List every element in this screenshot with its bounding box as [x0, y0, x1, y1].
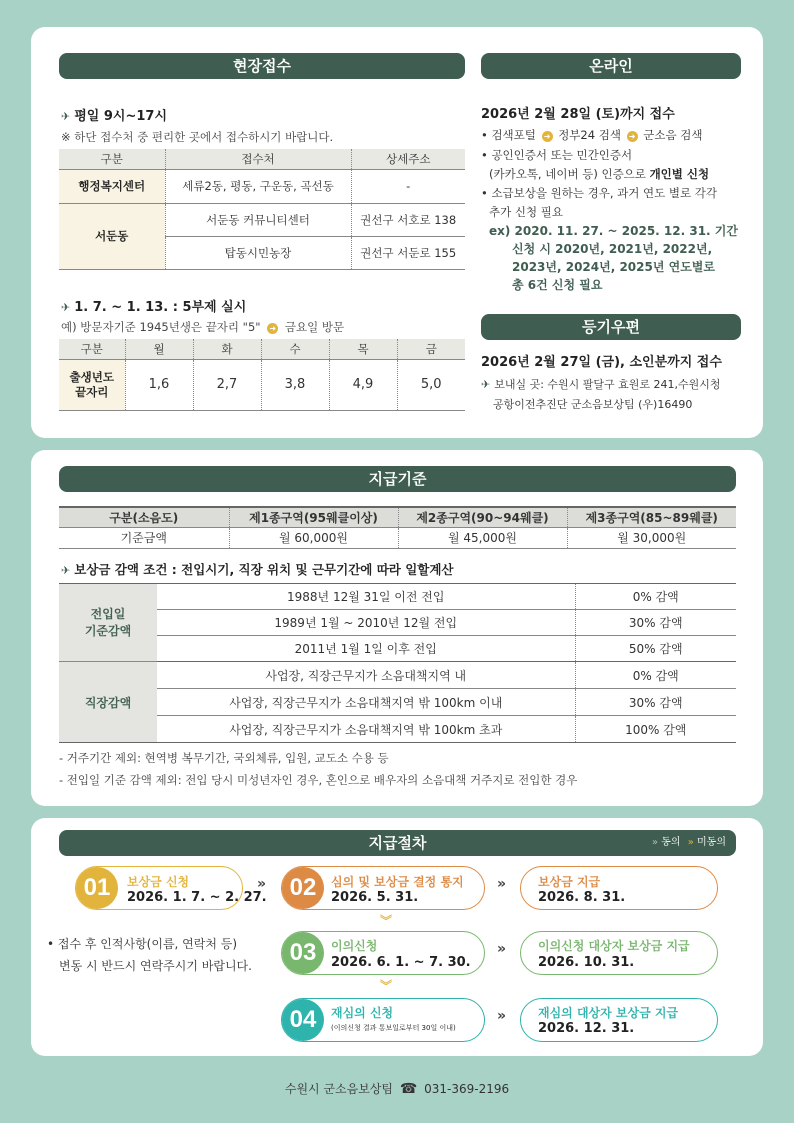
col-header: 금 [397, 339, 465, 359]
fiveday-note-b: 금요일 방문 [284, 320, 345, 334]
step-2r-date [538, 890, 625, 905]
mail-deadline: 2026년 2월 27일 (금), 소인분까지 접수 [481, 355, 722, 370]
step-4r-date-text: 2026. 12. 31. [538, 1021, 635, 1036]
b2c: 개인별 신청 [649, 167, 710, 181]
rate-cell: 30% 감액 [575, 610, 736, 636]
col-header: 접수처 [165, 149, 351, 169]
step-4-title: 재심의 신청 [331, 1006, 394, 1020]
procedure-header-text: 지급절차 [368, 834, 427, 852]
row-type: 행정복지센터 [59, 169, 165, 203]
reduce-title-text: 보상금 감액 조건 : 전입시기, 직장 위치 및 근무기간에 따라 일할계산 [74, 562, 454, 577]
cond-cell: 1988년 12월 31일 이전 전입 [157, 584, 575, 610]
col-header: 화 [193, 339, 261, 359]
step-2r-date-text: 2026. 8. 31. [538, 890, 626, 905]
cond-cell: 사업장, 직장근무지가 소음대책지역 밖 100km 이내 [157, 689, 575, 716]
b3a: 소급보상을 원하는 경우, 과거 연도 별로 각각 [491, 186, 718, 200]
row-type: 서둔동 [59, 203, 165, 269]
chevron-down-icon: ︾ [380, 979, 393, 993]
mail-addr-1-text: 보내실 곳: 수원시 팔달구 효원로 241,수원시청 [494, 378, 721, 391]
step-1-title: 보상금 신청 [127, 875, 190, 889]
procedure-legend [652, 830, 726, 856]
step-3r-date [538, 955, 634, 970]
base-label: 기준금액 [59, 527, 229, 548]
chevron-right-icon: » [497, 876, 507, 892]
cond-cell: 사업장, 직장근무지가 소음대책지역 내 [157, 662, 575, 689]
rate-cell: 0% 감액 [575, 584, 736, 610]
online-bullet-3b: 추가 신청 필요 [489, 205, 563, 219]
reduce-title [61, 560, 454, 578]
chevron-down-icon: ︾ [380, 914, 393, 928]
online-ex-3: 2023년, 2024년, 2025년 연도별로 [512, 260, 715, 274]
row-label: 출생년도 끝자리 [59, 359, 125, 410]
chevron-gray-icon: » [651, 837, 658, 848]
chevron-right-icon: » [257, 876, 267, 892]
step-2-title: 심의 및 보상금 결정 통지 [331, 875, 464, 889]
b2b: (카카오톡, 네이버 등) 인증으로 [489, 167, 650, 181]
plane-icon: ✈ [61, 564, 71, 577]
fiveday-title [61, 296, 246, 315]
onsite-note: ※ 하단 접수처 중 편리한 곳에서 접수하시기 바랍니다. [61, 130, 334, 144]
col-header: 구분 [59, 149, 165, 169]
col-header: 구분(소음도) [59, 507, 229, 527]
base-amount: 월 45,000원 [398, 527, 567, 548]
onsite-table [59, 149, 465, 270]
col-header: 목 [329, 339, 397, 359]
b1c: 군소음 검색 [643, 128, 703, 142]
online-deadline: 2026년 2월 28일 (토)까지 접수 [481, 107, 675, 122]
onsite-hours [61, 105, 167, 124]
step-3-date [331, 955, 471, 970]
row-addr: 권선구 서호로 138 [351, 203, 465, 236]
plane-icon: ✈ [61, 110, 71, 123]
rate-cell: 50% 감액 [575, 636, 736, 662]
footer-team: 수원시 군소음보상팀 [284, 1082, 394, 1096]
procedure-note-1: • 접수 후 인적사항(이름, 연락처 등) [47, 937, 238, 951]
online-bullet-3a: • 소급보상을 원하는 경우, 과거 연도 별로 각각 [481, 186, 718, 200]
base-amount: 월 60,000원 [229, 527, 398, 548]
step-1-num: 01 [76, 867, 118, 909]
step-3-date-text: 2026. 6. 1. ~ 7. 30. [331, 955, 471, 970]
arrow-circle-icon: ➜ [267, 323, 278, 334]
procedure-header [59, 830, 736, 856]
onsite-header: 현장접수 [59, 53, 465, 79]
row-place: 세류2동, 평동, 구운동, 곡선동 [165, 169, 351, 203]
online-bullet-1: • 검색포털 ➜ 정부24 검색 ➜ 군소음 검색 [481, 128, 703, 142]
fiveday-note-a: 예) 방문자기준 1945년생은 끝자리 "5" [61, 320, 261, 334]
step-3-num: 03 [282, 932, 324, 974]
digit-cell: 4,9 [329, 359, 397, 410]
step-4-sub: (이의신청 결과 통보일로부터 30일 이내) [331, 1024, 456, 1032]
digit-cell: 1,6 [125, 359, 193, 410]
group-label: 전입일 기준감액 [59, 584, 157, 662]
step-1-date-text: 2026. 1. 7. ~ 2. 27. [127, 890, 267, 905]
criteria-note-1: - 거주기간 제외: 현역병 복무기간, 국외체류, 입원, 교도소 수용 등 [59, 751, 389, 765]
step-4r-date [538, 1021, 634, 1036]
mail-addr-1 [481, 376, 721, 392]
col-header: 제3종구역(85~89웨클) [567, 507, 736, 527]
col-header: 상세주소 [351, 149, 465, 169]
reduce-table [59, 583, 736, 743]
criteria-table [59, 506, 736, 549]
online-header: 온라인 [481, 53, 741, 79]
b1a: 검색포털 [491, 128, 536, 142]
chevron-yellow-icon: » [687, 837, 694, 848]
step-3r-title: 이의신청 대상자 보상금 지급 [538, 939, 690, 953]
digit-cell: 3,8 [261, 359, 329, 410]
online-ex-4: 총 6건 신청 필요 [512, 278, 603, 292]
legend-disagree: 미동의 [697, 837, 726, 848]
step-2-date [331, 890, 418, 905]
col-header: 제2종구역(90~94웨클) [398, 507, 567, 527]
row-place: 탑동시민농장 [165, 236, 351, 269]
online-bullet-2b [489, 166, 709, 182]
rate-cell: 0% 감액 [575, 662, 736, 689]
arrow-circle-icon: ➜ [627, 131, 638, 142]
footer-phone: 031-369-2196 [424, 1082, 510, 1096]
step-2-num: 02 [282, 867, 324, 909]
online-bullet-2a: • 공인인증서 또는 민간인증서 [481, 148, 633, 162]
step-4r-title: 재심의 대상자 보상금 지급 [538, 1006, 679, 1020]
row-addr: - [351, 169, 465, 203]
fiveday-table [59, 339, 465, 411]
digit-cell: 2,7 [193, 359, 261, 410]
legend-agree: 동의 [661, 837, 681, 848]
cond-cell: 사업장, 직장근무지가 소음대책지역 밖 100km 초과 [157, 716, 575, 743]
step-4-num: 04 [282, 999, 324, 1041]
b1b: 정부24 검색 [558, 128, 621, 142]
rate-cell: 100% 감액 [575, 716, 736, 743]
step-3-title: 이의신청 [331, 939, 378, 953]
online-ex-1: ex) 2020. 11. 27. ~ 2025. 12. 31. 기간 [489, 224, 738, 238]
chevron-right-icon: » [497, 941, 507, 957]
step-1-date [127, 890, 267, 905]
onsite-hours-text: 평일 9시~17시 [74, 109, 168, 124]
base-amount: 월 30,000원 [567, 527, 736, 548]
phone-icon: ☎ [399, 1081, 418, 1097]
b2a: 공인인증서 또는 민간인증서 [491, 148, 633, 162]
footer [0, 1080, 794, 1097]
fiveday-title-text: 1. 7. ~ 1. 13. : 5부제 실시 [74, 300, 247, 315]
criteria-note-2: - 전입일 기준 감액 제외: 전입 당시 미성년자인 경우, 혼인으로 배우자의 소음대책 거주지로 전입한 경우 [59, 773, 578, 787]
plane-icon: ✈ [61, 301, 71, 314]
mail-header: 등기우편 [481, 314, 741, 340]
row-addr: 권선구 서둔로 155 [351, 236, 465, 269]
online-ex-2: 신청 시 2020년, 2021년, 2022년, [512, 242, 713, 256]
step-2r-title: 보상금 지급 [538, 875, 601, 889]
step-2-date-text: 2026. 5. 31. [331, 890, 419, 905]
cond-cell: 2011년 1월 1일 이후 전입 [157, 636, 575, 662]
fiveday-note [61, 319, 344, 335]
col-header: 구분 [59, 339, 125, 359]
plane-icon: ✈ [481, 378, 491, 391]
col-header: 제1종구역(95웨클이상) [229, 507, 398, 527]
procedure-note-2: 변동 시 반드시 연락주시기 바랍니다. [59, 959, 252, 973]
col-header: 월 [125, 339, 193, 359]
arrow-circle-icon: ➜ [542, 131, 553, 142]
col-header: 수 [261, 339, 329, 359]
chevron-right-icon: » [497, 1008, 507, 1024]
rate-cell: 30% 감액 [575, 689, 736, 716]
row-place: 서둔동 커뮤니티센터 [165, 203, 351, 236]
digit-cell: 5,0 [397, 359, 465, 410]
step-3r-date-text: 2026. 10. 31. [538, 955, 635, 970]
mail-addr-2: 공항이전추진단 군소음보상팀 (우)16490 [493, 398, 693, 411]
cond-cell: 1989년 1월 ~ 2010년 12월 전입 [157, 610, 575, 636]
criteria-header: 지급기준 [59, 466, 736, 492]
group-label: 직장감액 [59, 662, 157, 743]
